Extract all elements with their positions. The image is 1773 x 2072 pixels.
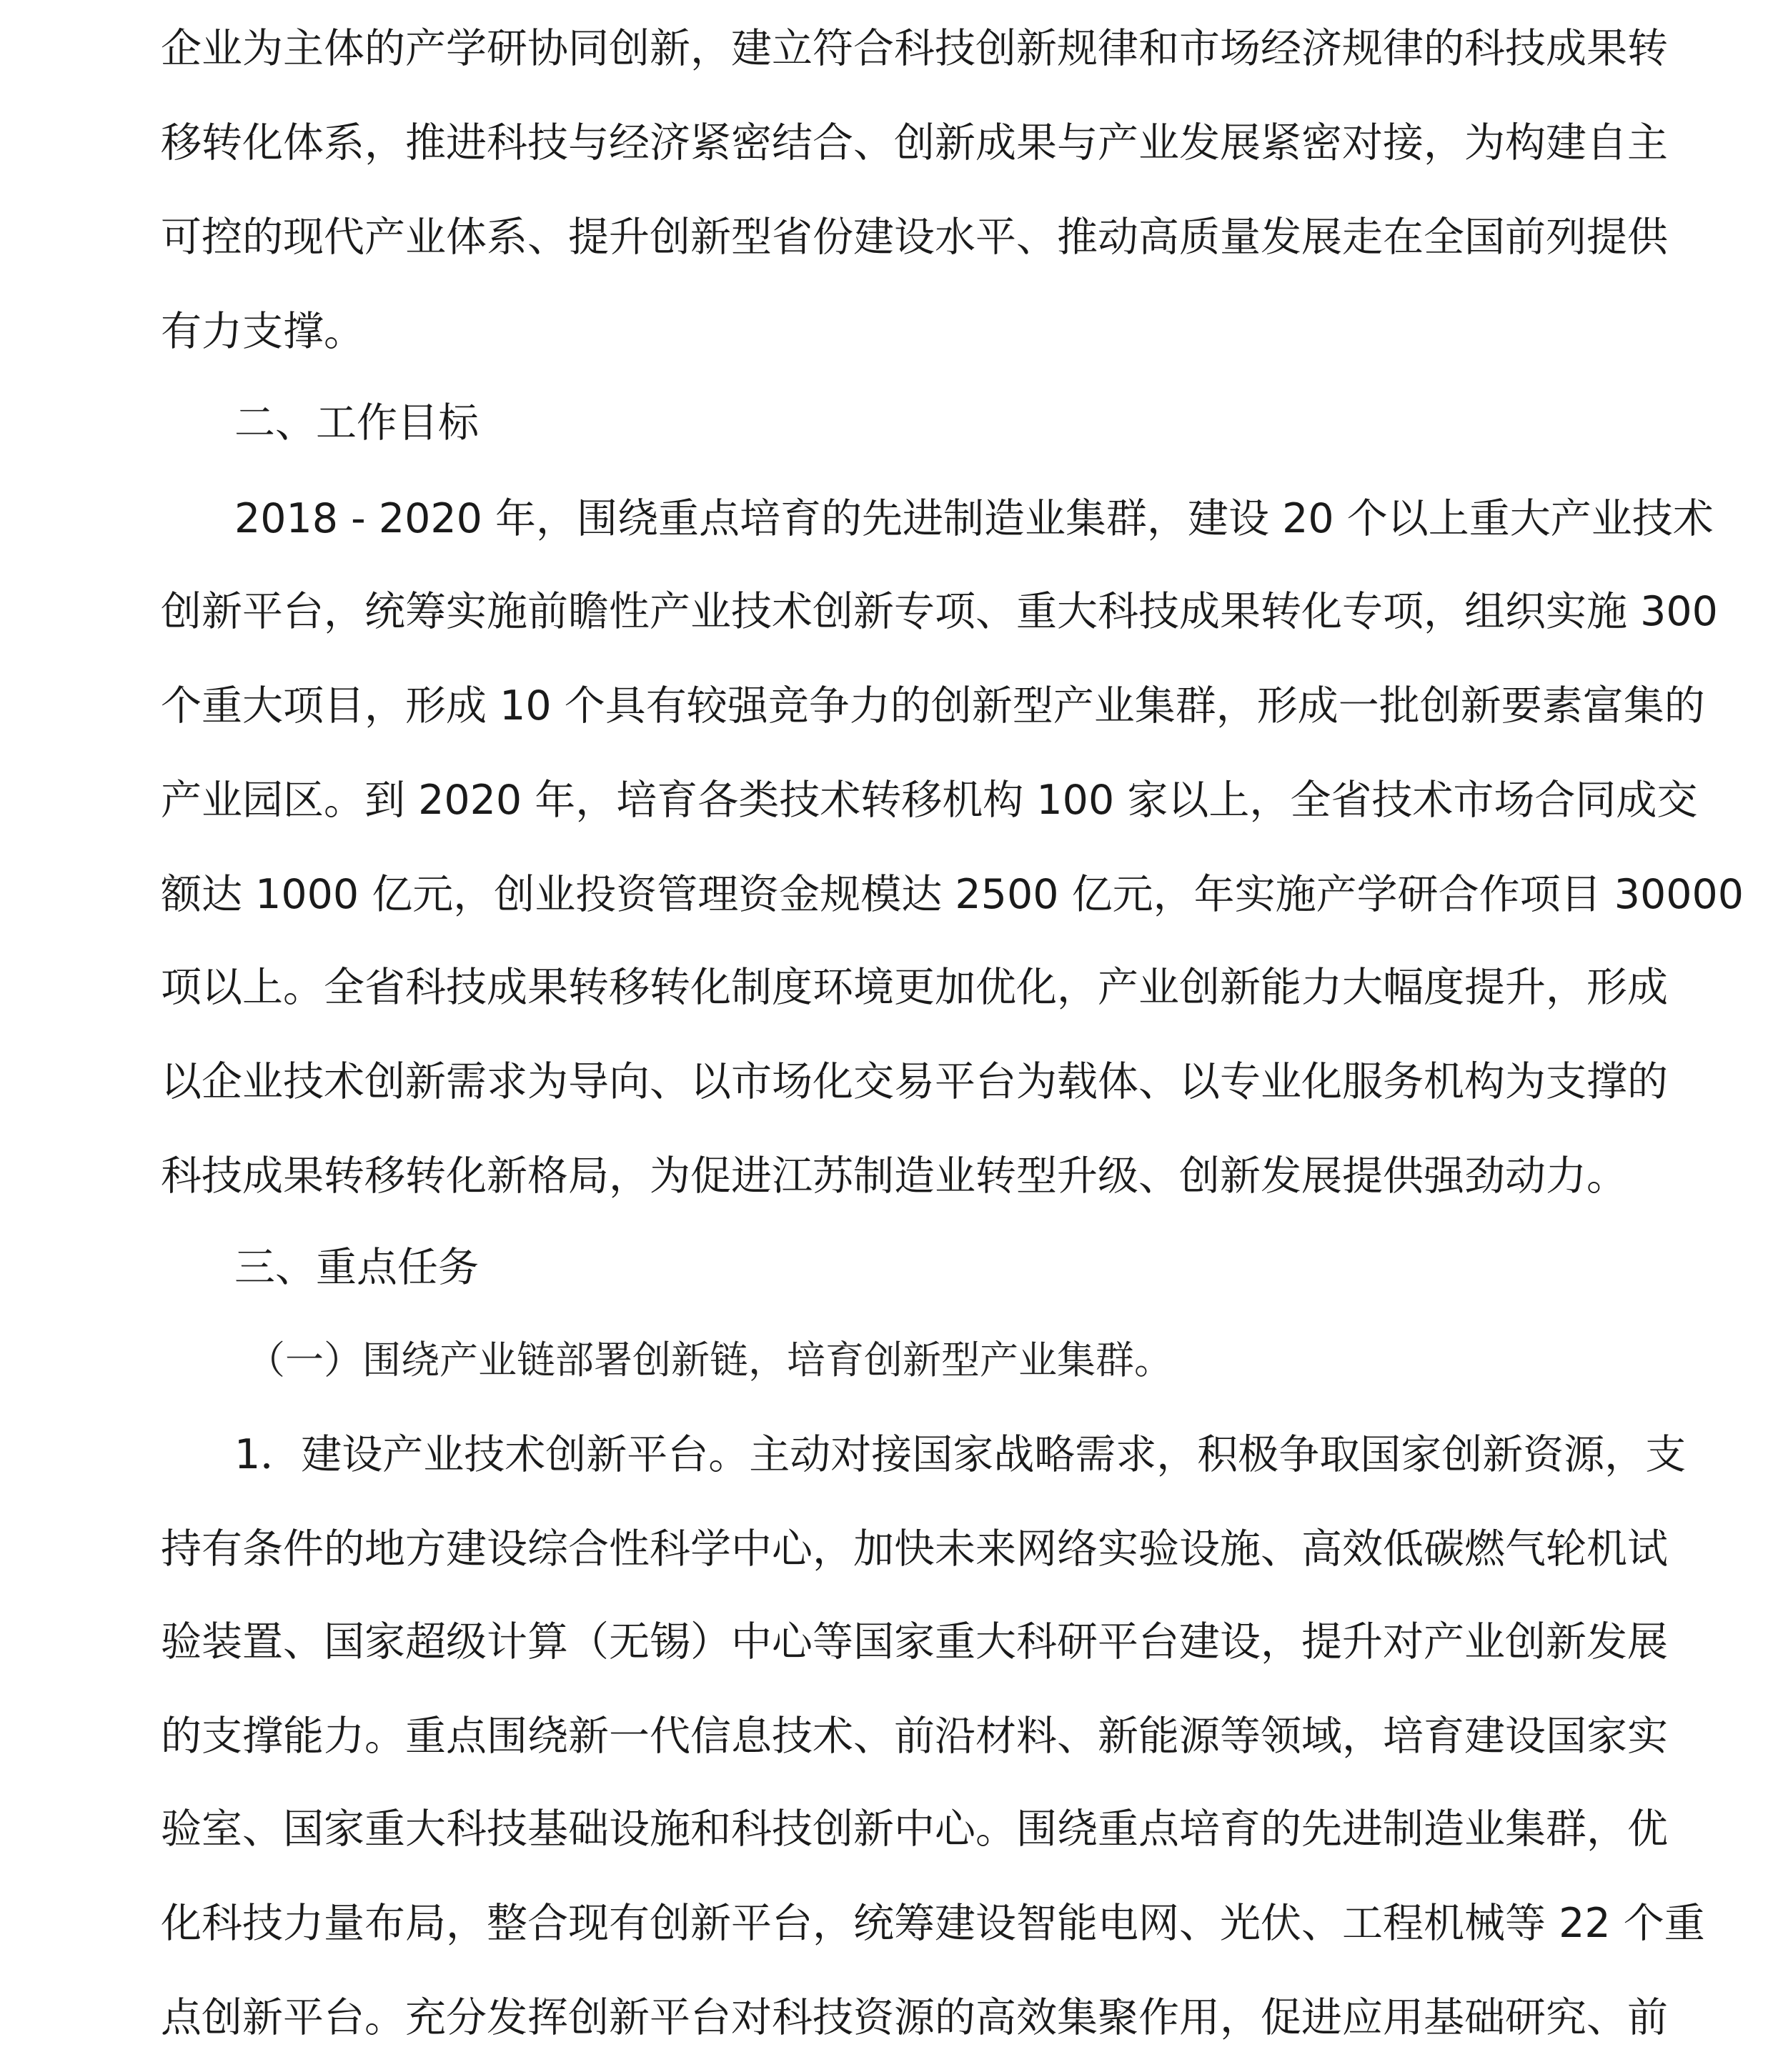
section-heading-work-goals: 二、工作目标: [234, 399, 479, 447]
paragraph-task1-line: 的支撑能力。重点围绕新一代信息技术、前沿材料、新能源等领域，培育建设国家实: [161, 1713, 1668, 1760]
subsection-heading-1: （一）围绕产业链部署创新链，培育创新型产业集群。: [247, 1338, 1173, 1383]
paragraph-goals-line: 项以上。全省科技成果转移转化制度环境更加优化，产业创新能力大幅度提升，形成: [161, 964, 1668, 1011]
paragraph-task1-line: 点创新平台。充分发挥创新平台对科技资源的高效集聚作用，促进应用基础研究、前: [161, 1994, 1668, 2041]
paragraph-goals-line: 额达 1000 亿元，创业投资管理资金规模达 2500 亿元，年实施产学研合作项目 30000: [161, 871, 1744, 918]
paragraph-intro-line: 移转化体系，推进科技与经济紧密结合、创新成果与产业发展紧密对接，为构建自主: [161, 119, 1668, 166]
paragraph-task1-line: 验室、国家重大科技基础设施和科技创新中心。围绕重点培育的先进制造业集群，优: [161, 1805, 1668, 1853]
section-heading-key-tasks: 三、重点任务: [234, 1244, 479, 1291]
paragraph-task1-line: 1．建设产业技术创新平台。主动对接国家战略需求，积极争取国家创新资源，支: [234, 1431, 1687, 1478]
paragraph-task1-line: 验装置、国家超级计算（无锡）中心等国家重大科研平台建设，提升对产业创新发展: [161, 1618, 1668, 1665]
paragraph-goals-line: 2018 - 2020 年，围绕重点培育的先进制造业集群，建设 20 个以上重大产业技术: [234, 495, 1714, 542]
paragraph-goals-line: 产业园区。到 2020 年，培育各类技术转移机构 100 家以上，全省技术市场合同成交: [161, 777, 1698, 824]
paragraph-goals-line: 个重大项目，形成 10 个具有较强竞争力的创新型产业集群，形成一批创新要素富集的: [161, 682, 1705, 729]
paragraph-intro-line: 可控的现代产业体系、提升创新型省份建设水平、推动高质量发展走在全国前列提供: [161, 214, 1668, 261]
paragraph-task1-line: 化科技力量布局，整合现有创新平台，统筹建设智能电网、光伏、工程机械等 22 个重: [161, 1900, 1705, 1947]
paragraph-task1-line: 持有条件的地方建设综合性科学中心，加快未来网络实验设施、高效低碳燃气轮机试: [161, 1525, 1668, 1573]
paragraph-intro-line: 企业为主体的产学研协同创新，建立符合科技创新规律和市场经济规律的科技成果转: [161, 25, 1668, 72]
paragraph-intro-line: 有力支撑。: [161, 308, 364, 355]
paragraph-goals-line: 科技成果转移转化新格局，为促进江苏制造业转型升级、创新发展提供强劲动力。: [161, 1152, 1627, 1200]
paragraph-goals-line: 以企业技术创新需求为导向、以市场化交易平台为载体、以专业化服务机构为支撑的: [161, 1058, 1668, 1105]
paragraph-goals-line: 创新平台，统筹实施前瞻性产业技术创新专项、重大科技成果转化专项，组织实施 300: [161, 588, 1718, 635]
